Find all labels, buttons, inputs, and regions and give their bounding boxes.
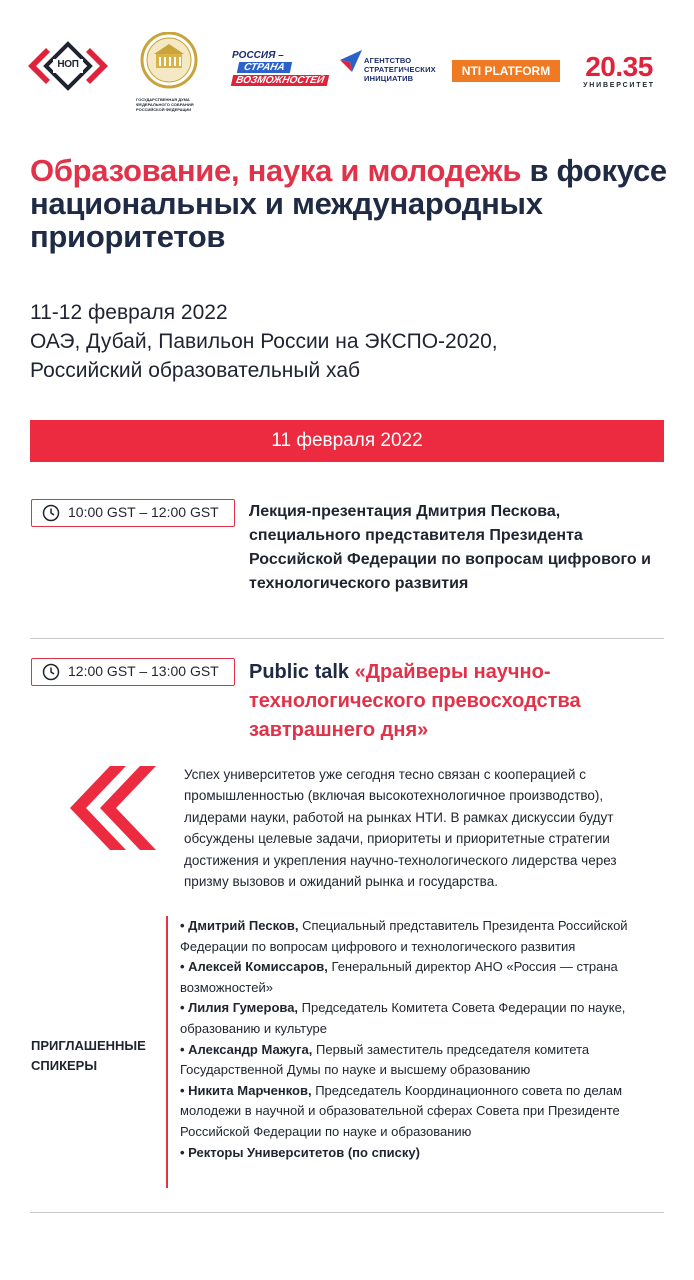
speaker-name: • Ректоры Университетов (по списку) (180, 1144, 420, 1160)
nti-platform-logo: NTI PLATFORM (452, 60, 560, 82)
double-chevron-left-icon (70, 766, 156, 850)
session1-time: 10:00 GST – 12:00 GST (68, 504, 219, 520)
session2-time: 12:00 GST – 13:00 GST (68, 663, 219, 679)
speaker-name: • Дмитрий Песков, (180, 918, 299, 933)
speaker-name: • Лилия Гумерова, (180, 1000, 299, 1016)
rsv-line2: СТРАНА (237, 62, 292, 73)
nop-logo-text: НОП (57, 59, 79, 70)
u2035-caption: УНИВЕРСИТЕТ (583, 82, 655, 89)
speaker-name: • Никита Марченков, (180, 1082, 312, 1098)
speaker-item (180, 1081, 660, 1143)
asi-line1: АГЕНТСТВО (364, 56, 412, 65)
speaker-item (180, 1143, 660, 1164)
russia-opportunities-logo (232, 50, 326, 90)
nop-logo (28, 40, 108, 92)
speaker-item (180, 957, 660, 998)
speaker-role: Председатель Координационного совета по делам молодежи в научной и образовательной сферах Совета при Президенте Российской Федерации по науке и образованию (180, 1082, 623, 1139)
event-details (30, 298, 670, 385)
speakers-divider (166, 916, 168, 1188)
session1-title: Лекция-презентация Дмитрия Пескова, специального представителя Президента Российской Федерации по вопросам цифрового и технологического развития (249, 503, 651, 592)
session2-title (249, 658, 669, 745)
page-title (30, 154, 670, 253)
session2-time-badge (31, 658, 235, 686)
session1-time-badge (31, 499, 235, 527)
event-location: ОАЭ, Дубай, Павильон России на ЭКСПО-2020, (30, 330, 498, 353)
u2035-number: 20.35 (585, 51, 653, 82)
speaker-item (180, 916, 660, 957)
speaker-name: • Алексей Комиссаров, (180, 959, 328, 975)
divider (30, 638, 664, 639)
speaker-item (180, 1040, 660, 1081)
event-venue: Российский образовательный хаб (30, 359, 361, 382)
speakers-list (180, 916, 660, 1163)
session2-description: Успех университетов уже сегодня тесно связан с кооперацией с промышленностью (включая высокотехнологичное производство), лидерами науки, работой на рынках НТИ. В рамках дискуссии будут обсуждены целевые задачи, приоритеты и приоритетные стратегии достижения и укрепления научно-технологического лидерства через призму вызовов и ожиданий рынка и государства. (184, 767, 617, 890)
partner-logos (0, 0, 694, 130)
speaker-role: Специальный представитель Президента Российской Федерации по вопросам цифрового и технологического развития (180, 918, 628, 954)
session2-topic: «Драйверы научно-технологического превосходства завтрашнего дня» (249, 661, 581, 741)
title-highlight: Образование, наука и молодежь (30, 153, 522, 188)
speaker-role: Первый заместитель председателя комитета Государственной Думы по науке и высшему образованию (180, 1041, 590, 1078)
speaker-role: Председатель Комитета Совета Федерации по науке, образованию и культуре (180, 1000, 626, 1036)
duma-caption: ГОСУДАРСТВЕННАЯ ДУМА ФЕДЕРАЛЬНОГО СОБРАНИЯ РОССИЙСКОЙ ФЕДЕРАЦИИ (136, 97, 194, 112)
session2-format: Public talk (249, 661, 355, 683)
speaker-name: • Александр Мажуга, (180, 1041, 313, 1057)
asi-icon (340, 50, 362, 72)
event-dates: 11-12 февраля 2022 (30, 301, 228, 324)
clock-icon (42, 663, 60, 681)
duma-emblem (136, 32, 202, 112)
rsv-line1: РОССИЯ – (232, 50, 284, 61)
divider (30, 1212, 664, 1213)
clock-icon (42, 504, 60, 522)
speakers-label: ПРИГЛАШЕННЫЕ СПИКЕРЫ (31, 1038, 146, 1073)
speaker-item (180, 998, 660, 1039)
rsv-line3: ВОЗМОЖНОСТЕЙ (231, 75, 329, 86)
asi-line3: ИНИЦИАТИВ (364, 74, 414, 83)
university-2035-logo (578, 52, 660, 96)
asi-logo (340, 50, 450, 90)
title-rest: в фокусе национальных и международных приоритетов (30, 153, 667, 254)
day-header: 11 февраля 2022 (30, 420, 664, 462)
asi-line2: СТРАТЕГИЧЕСКИХ (364, 65, 436, 74)
speaker-role: Генеральный директор АНО «Россия — страна возможностей» (180, 959, 618, 995)
